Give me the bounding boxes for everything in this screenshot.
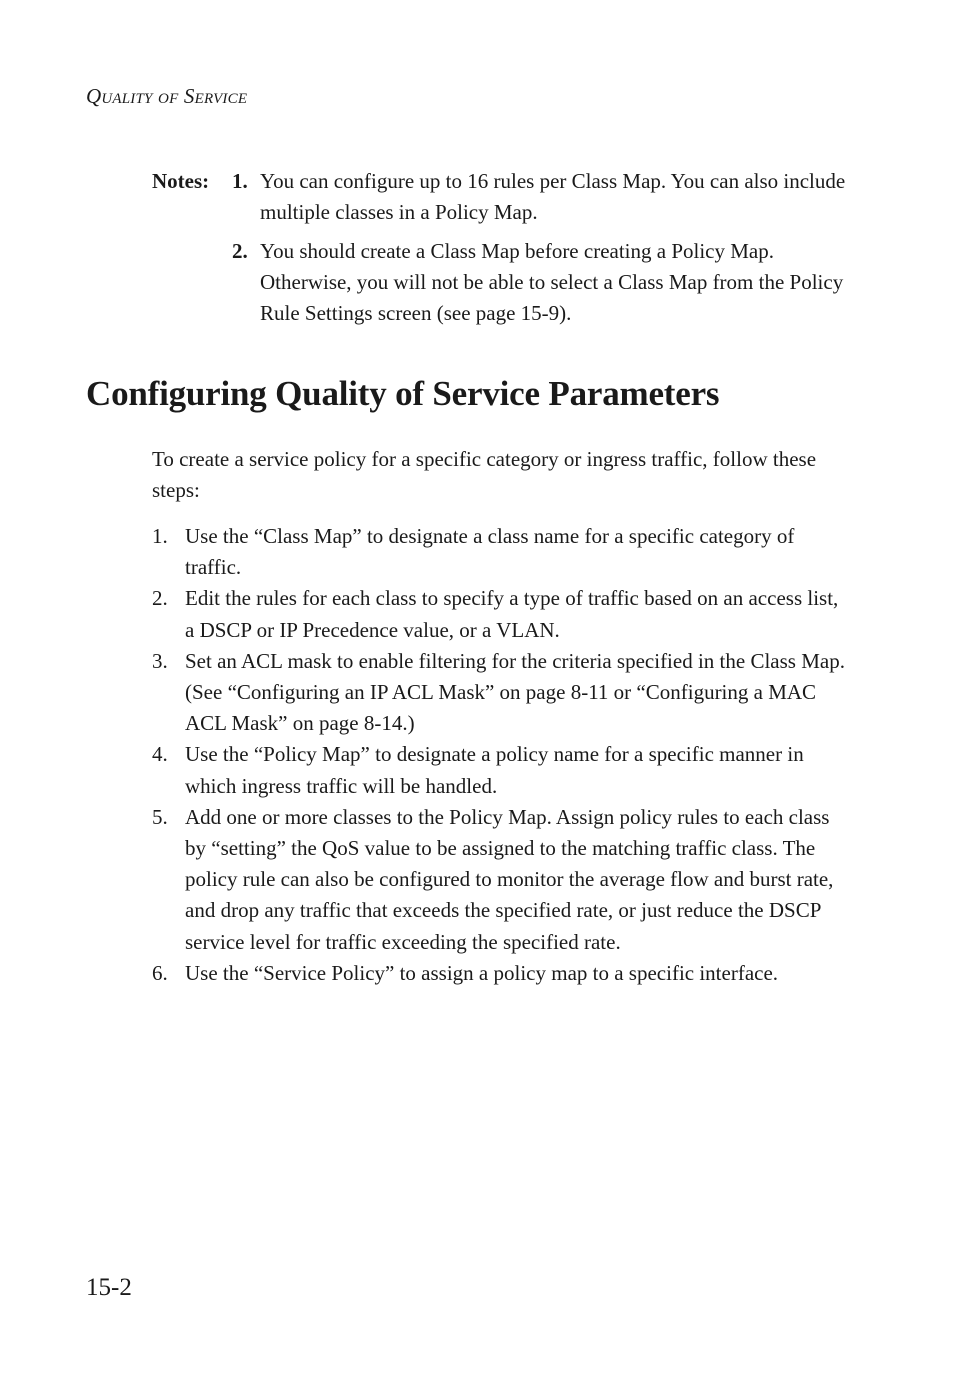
step-number: 5. — [152, 804, 168, 829]
step-item — [152, 958, 852, 989]
step-text: Use the “Class Map” to designate a class name for a specific category of traffic. — [185, 524, 795, 580]
notes-label-spacer — [152, 236, 232, 329]
running-header-initial-s: S — [183, 84, 195, 108]
running-header-of: OF — [158, 91, 179, 107]
running-header — [86, 84, 247, 109]
step-text: Use the “Policy Map” to designate a policy name for a specific manner in which ingress traffic will be handled. — [185, 742, 804, 798]
step-number: 1. — [152, 524, 168, 548]
step-number: 3. — [152, 648, 168, 673]
running-header-uality: UALITY — [101, 91, 153, 107]
step-number: 4. — [152, 742, 168, 767]
note-item — [152, 236, 852, 329]
step-text: Use the “Service Policy” to assign a policy map to a specific interface. — [185, 960, 779, 985]
step-text: Add one or more classes to the Policy Map. Assign policy rules to each class by “setting” the QoS value to be assigned to the matching traffic class. The policy rule can also be configured to monitor the average flow and burst rate, and drop any traffic that exceeds the specified rate, or just reduce the DSCP service level for traffic exceeding the specified rate. — [185, 804, 834, 954]
note-text: You can configure up to 16 rules per Class Map. You can also include multiple classes in a Policy Map. — [260, 169, 846, 224]
step-item — [152, 646, 852, 740]
page-number: 15-2 — [86, 1274, 132, 1301]
step-number: 2. — [152, 586, 168, 611]
step-number: 6. — [152, 960, 168, 985]
notes-label: Notes: — [152, 169, 210, 193]
step-item — [152, 802, 852, 958]
step-item — [152, 739, 852, 801]
note-text: You should create a Class Map before creating a Policy Map. Otherwise, you will not be able to select a Class Map from the Policy Rule Settings screen (see page 15-9). — [260, 239, 844, 325]
note-number: 2. — [232, 239, 248, 263]
step-item — [152, 521, 852, 583]
running-header-ervice: ERVICE — [194, 91, 248, 107]
note-item — [152, 166, 852, 228]
section-heading: Configuring Quality of Service Parameters — [86, 374, 720, 413]
notes-block — [152, 166, 852, 337]
note-number: 1. — [232, 169, 248, 193]
step-text: Set an ACL mask to enable filtering for the criteria specified in the Class Map. (See “Configuring an IP ACL Mask” on page 8-11 or “Configuring a MAC ACL Mask” on page 8-14.) — [185, 648, 845, 736]
step-text: Edit the rules for each class to specify a type of traffic based on an access list, a DSCP or IP Precedence value, or a VLAN. — [185, 586, 839, 642]
step-item — [152, 583, 852, 645]
section-intro: To create a service policy for a specific category or ingress traffic, follow these steps: — [152, 447, 817, 502]
steps-list — [152, 521, 852, 989]
running-header-initial-q: Q — [86, 84, 102, 108]
